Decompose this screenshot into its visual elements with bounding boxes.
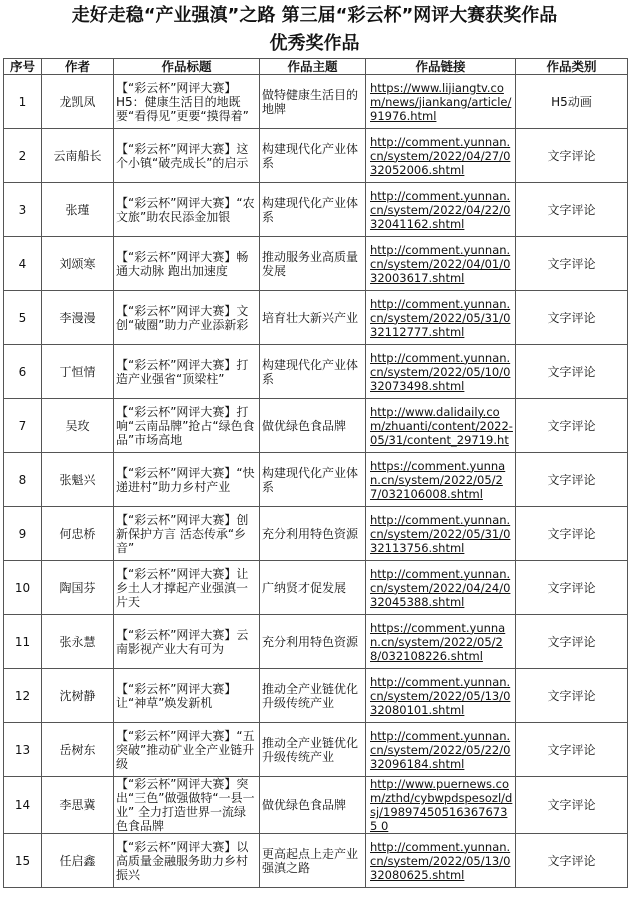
row-author-cell: 吴玫 <box>42 399 114 453</box>
row-title-cell: 【“彩云杯”网评大赛】云南影视产业大有可为 <box>114 615 260 669</box>
title-block <box>0 0 629 58</box>
awards-table <box>3 58 628 888</box>
row-link-cell <box>366 507 516 561</box>
row-theme-cell: 构建现代化产业体系 <box>260 183 366 237</box>
work-link[interactable]: https://comment.yunnan.cn/system/2022/05/28/032108226.shtml <box>370 620 506 663</box>
row-author-cell: 陶国芬 <box>42 561 114 615</box>
work-link[interactable]: http://comment.yunnan.cn/system/2022/05/13/032080625.shtml <box>370 839 511 882</box>
row-category-cell: 文字评论 <box>516 453 628 507</box>
table-row <box>4 561 628 615</box>
row-theme-cell: 做特健康生活目的地牌 <box>260 75 366 129</box>
row-author-cell: 云南船长 <box>42 129 114 183</box>
work-link[interactable]: http://comment.yunnan.cn/system/2022/05/22/032096184.shtml <box>370 728 511 771</box>
row-link-cell <box>366 183 516 237</box>
row-theme-cell: 构建现代化产业体系 <box>260 345 366 399</box>
row-author-cell: 丁恒情 <box>42 345 114 399</box>
row-number-cell: 6 <box>4 345 42 399</box>
row-theme-cell: 做优绿色食品牌 <box>260 777 366 834</box>
row-title-cell: 【“彩云杯”网评大赛】让乡土人才撑起产业强滇一片天 <box>114 561 260 615</box>
row-number-cell: 9 <box>4 507 42 561</box>
row-link-cell <box>366 345 516 399</box>
row-theme-cell: 推动全产业链优化升级传统产业 <box>260 723 366 777</box>
row-number-cell: 1 <box>4 75 42 129</box>
row-link-cell <box>366 669 516 723</box>
row-author-cell: 岳树东 <box>42 723 114 777</box>
table-row <box>4 615 628 669</box>
row-title-cell: 【“彩云杯”网评大赛】让“神草”焕发新机 <box>114 669 260 723</box>
row-title-cell: 【“彩云杯”网评大赛】创新保护方言 活态传承“乡音” <box>114 507 260 561</box>
row-theme-cell: 做优绿色食品牌 <box>260 399 366 453</box>
table-row <box>4 237 628 291</box>
row-number-cell: 11 <box>4 615 42 669</box>
row-author-cell: 张魁兴 <box>42 453 114 507</box>
row-author-cell: 李思冀 <box>42 777 114 834</box>
row-number-cell: 7 <box>4 399 42 453</box>
table-row <box>4 507 628 561</box>
row-author-cell: 张永慧 <box>42 615 114 669</box>
row-link-cell <box>366 75 516 129</box>
table-row <box>4 183 628 237</box>
table-row <box>4 75 628 129</box>
row-category-cell: 文字评论 <box>516 834 628 888</box>
row-title-cell: 【“彩云杯”网评大赛】以高质量金融服务助力乡村振兴 <box>114 834 260 888</box>
row-title-cell: 【“彩云杯”网评大赛】打造产业强省“顶梁柱” <box>114 345 260 399</box>
table-row <box>4 399 628 453</box>
row-author-cell: 张瑾 <box>42 183 114 237</box>
work-link[interactable]: http://www.dalidaily.com/zhuanti/content/2022-05/31/content_29719.ht <box>370 404 513 447</box>
row-theme-cell: 充分利用特色资源 <box>260 507 366 561</box>
row-title-cell: 【“彩云杯”网评大赛】突出“三色”做强做特“一县一业” 全力打造世界一流绿色食品牌 <box>114 777 260 834</box>
table-row <box>4 723 628 777</box>
row-link-cell <box>366 777 516 834</box>
row-number-cell: 3 <box>4 183 42 237</box>
row-link-cell <box>366 615 516 669</box>
row-link-cell <box>366 561 516 615</box>
work-link[interactable]: https://www.lijiangtv.com/news/jiankang/article/91976.html <box>370 80 512 123</box>
work-link[interactable]: http://comment.yunnan.cn/system/2022/04/27/032052006.shtml <box>370 134 511 177</box>
work-link[interactable]: http://comment.yunnan.cn/system/2022/04/24/032045388.shtml <box>370 566 511 609</box>
page-title: 走好走稳“产业强滇”之路 第三届“彩云杯”网评大赛获奖作品 <box>71 5 558 26</box>
row-link-cell <box>366 291 516 345</box>
work-link[interactable]: http://comment.yunnan.cn/system/2022/05/13/032080101.shtml <box>370 674 511 717</box>
row-number-cell: 5 <box>4 291 42 345</box>
header-category: 作品类别 <box>516 59 628 75</box>
row-number-cell: 13 <box>4 723 42 777</box>
row-title-cell: 【“彩云杯”网评大赛】“快递进村”助力乡村产业 <box>114 453 260 507</box>
row-category-cell: 文字评论 <box>516 291 628 345</box>
row-category-cell: 文字评论 <box>516 399 628 453</box>
table-row <box>4 291 628 345</box>
page-subtitle: 优秀奖作品 <box>269 33 360 54</box>
row-author-cell: 任启鑫 <box>42 834 114 888</box>
row-category-cell: 文字评论 <box>516 669 628 723</box>
header-theme: 作品主题 <box>260 59 366 75</box>
row-title-cell: 【“彩云杯”网评大赛】文创“破圈”助力产业添新彩 <box>114 291 260 345</box>
row-number-cell: 14 <box>4 777 42 834</box>
work-link[interactable]: http://comment.yunnan.cn/system/2022/05/10/032073498.shtml <box>370 350 511 393</box>
work-link[interactable]: http://comment.yunnan.cn/system/2022/04/01/032003617.shtml <box>370 242 511 285</box>
row-category-cell: H5动画 <box>516 75 628 129</box>
row-title-cell: 【“彩云杯”网评大赛】“五突破”推动矿业全产业链升级 <box>114 723 260 777</box>
row-theme-cell: 构建现代化产业体系 <box>260 453 366 507</box>
row-author-cell: 沈树静 <box>42 669 114 723</box>
row-theme-cell: 推动服务业高质量发展 <box>260 237 366 291</box>
header-author: 作者 <box>42 59 114 75</box>
row-number-cell: 4 <box>4 237 42 291</box>
table-body <box>4 75 628 888</box>
row-author-cell: 刘颂寒 <box>42 237 114 291</box>
work-link[interactable]: http://comment.yunnan.cn/system/2022/05/31/032113756.shtml <box>370 512 511 555</box>
row-author-cell: 龙凯凤 <box>42 75 114 129</box>
row-title-cell: 【“彩云杯”网评大赛】打响“云南品牌”抢占“绿色食品”市场高地 <box>114 399 260 453</box>
row-title-cell: 【“彩云杯”网评大赛】这个小镇“破壳成长”的启示 <box>114 129 260 183</box>
header-title: 作品标题 <box>114 59 260 75</box>
row-title-cell: 【“彩云杯”网评大赛】H5：健康生活目的地既要“看得见”更要“摸得着” <box>114 75 260 129</box>
row-number-cell: 2 <box>4 129 42 183</box>
row-title-cell: 【“彩云杯”网评大赛】畅通大动脉 跑出加速度 <box>114 237 260 291</box>
row-link-cell <box>366 399 516 453</box>
table-row <box>4 777 628 834</box>
row-category-cell: 文字评论 <box>516 777 628 834</box>
row-theme-cell: 推动全产业链优化升级传统产业 <box>260 669 366 723</box>
table-row <box>4 129 628 183</box>
row-number-cell: 12 <box>4 669 42 723</box>
work-link[interactable]: https://comment.yunnan.cn/system/2022/05/27/032106008.shtml <box>370 458 506 501</box>
row-category-cell: 文字评论 <box>516 723 628 777</box>
row-link-cell <box>366 129 516 183</box>
row-author-cell: 何忠桥 <box>42 507 114 561</box>
row-theme-cell: 充分利用特色资源 <box>260 615 366 669</box>
work-link[interactable]: http://www.puernews.com/zthd/cybwpdspesozl/dsj/198974505163676735 0 <box>370 777 513 833</box>
row-category-cell: 文字评论 <box>516 507 628 561</box>
row-number-cell: 10 <box>4 561 42 615</box>
row-number-cell: 15 <box>4 834 42 888</box>
table-row <box>4 345 628 399</box>
header-link: 作品链接 <box>366 59 516 75</box>
table-row <box>4 669 628 723</box>
row-category-cell: 文字评论 <box>516 237 628 291</box>
table-row <box>4 834 628 888</box>
work-link[interactable]: http://comment.yunnan.cn/system/2022/05/31/032112777.shtml <box>370 296 511 339</box>
row-category-cell: 文字评论 <box>516 615 628 669</box>
row-category-cell: 文字评论 <box>516 183 628 237</box>
row-theme-cell: 培育壮大新兴产业 <box>260 291 366 345</box>
header-number: 序号 <box>4 59 42 75</box>
row-title-cell: 【“彩云杯”网评大赛】“农文旅”助农民添金加银 <box>114 183 260 237</box>
row-category-cell: 文字评论 <box>516 561 628 615</box>
row-theme-cell: 更高起点上走产业强滇之路 <box>260 834 366 888</box>
row-theme-cell: 广纳贤才促发展 <box>260 561 366 615</box>
row-link-cell <box>366 834 516 888</box>
work-link[interactable]: http://comment.yunnan.cn/system/2022/04/22/032041162.shtml <box>370 188 511 231</box>
row-category-cell: 文字评论 <box>516 129 628 183</box>
row-link-cell <box>366 723 516 777</box>
table-header-row <box>4 59 628 75</box>
table-row <box>4 453 628 507</box>
row-link-cell <box>366 237 516 291</box>
row-number-cell: 8 <box>4 453 42 507</box>
row-link-cell <box>366 453 516 507</box>
row-author-cell: 李漫漫 <box>42 291 114 345</box>
row-category-cell: 文字评论 <box>516 345 628 399</box>
row-theme-cell: 构建现代化产业体系 <box>260 129 366 183</box>
